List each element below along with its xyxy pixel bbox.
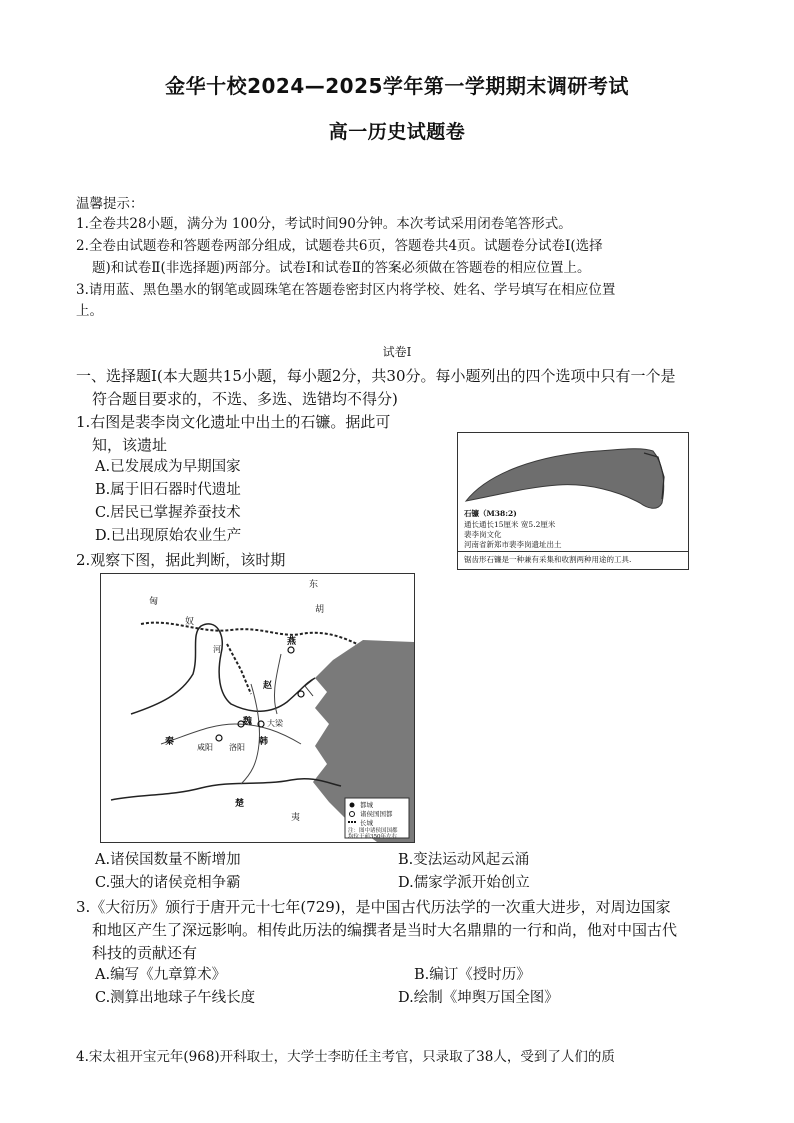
q3-option-c: C.测算出地球子午线长度 bbox=[95, 990, 256, 1006]
map-label-xiongnu-2: 奴 bbox=[185, 617, 195, 627]
map-label-xianyang: 咸阳 bbox=[197, 743, 213, 752]
map-label-luoyang: 洛阳 bbox=[229, 743, 245, 752]
q1-option-a: A.已发展成为早期国家 bbox=[95, 459, 241, 475]
notice-line-5: 上。 bbox=[76, 303, 103, 319]
map-label-yan: 燕 bbox=[287, 637, 297, 647]
map-label-daliang: 大梁 bbox=[267, 719, 283, 728]
section-instruction-2: 符合题目要求的，不选、多选、选错均不得分) bbox=[92, 390, 398, 408]
caption-note: 锯齿形石镰是一种兼有采集和收割两种用途的工具. bbox=[464, 555, 632, 564]
warring-states-map bbox=[100, 573, 415, 843]
notice-line-1: 1.全卷共28小题，满分为 100分，考试时间90分钟。本次考试采用闭卷笔答形式。 bbox=[76, 216, 572, 232]
q1-option-b: B.属于旧石器时代遗址 bbox=[95, 482, 241, 498]
caption-size: 通长通长15厘米 宽5.2厘米 bbox=[464, 520, 556, 529]
q3-option-b: B.编订《授时历》 bbox=[414, 967, 531, 983]
map-label-river: 河 bbox=[213, 645, 221, 654]
q3-stem-1: 3.《大衍历》颁行于唐开元十七年(729)，是中国古代历法学的一次重大进步，对周边国家 bbox=[76, 898, 671, 916]
map-label-zhao: 赵 bbox=[263, 681, 273, 691]
q4-stem-1: 4.宋太祖开宝元年(968)开科取士，大学士李昉任主考官，只录取了38人，受到了人们的质 bbox=[76, 1049, 615, 1065]
map-label-yi: 夷 bbox=[291, 813, 301, 823]
notice-line-2: 2.全卷由试题卷和答题卷两部分组成，试题卷共6页，答题卷共4页。试题卷分试卷Ⅰ(选择 bbox=[76, 238, 603, 254]
q1-stem-2: 知，该遗址 bbox=[92, 436, 168, 454]
caption-divider bbox=[458, 551, 688, 552]
q1-option-c: C.居民已掌握养蚕技术 bbox=[95, 505, 241, 521]
q1-option-d: D.已出现原始农业生产 bbox=[95, 528, 242, 544]
q1-stem-1: 1.右图是裴李岗文化遗址中出土的石镰。据此可 bbox=[76, 413, 391, 431]
q3-stem-3: 科技的贡献还有 bbox=[92, 944, 198, 962]
legend-note-1: 注：图中诸侯国国都 bbox=[348, 828, 398, 834]
legend-wall: 长城 bbox=[360, 819, 373, 827]
notice-heading: 温馨提示： bbox=[76, 196, 144, 212]
map-label-xiongnu-1: 匈 bbox=[149, 597, 159, 607]
map-label-hu: 胡 bbox=[315, 605, 325, 615]
legend-capital: 都城 bbox=[360, 801, 373, 809]
legend-state-capital: 诸侯国国都 bbox=[360, 810, 393, 818]
map-label-east: 东 bbox=[309, 580, 319, 590]
q3-option-a: A.编写《九章算术》 bbox=[95, 967, 227, 983]
q2-option-a: A.诸侯国数量不断增加 bbox=[95, 852, 241, 868]
section-label: 试卷Ⅰ bbox=[382, 345, 412, 359]
sickle-figure bbox=[457, 432, 689, 570]
map-label-wei: 魏 bbox=[243, 717, 253, 727]
caption-site: 河南省新郑市裴李岗遗址出土 bbox=[464, 540, 562, 549]
page-title: 金华十校2024—2025学年第一学期期末调研考试 bbox=[165, 74, 629, 98]
caption-title: 石镰（M38:2) bbox=[464, 509, 517, 518]
page-subtitle: 高一历史试题卷 bbox=[328, 121, 466, 143]
notice-line-3: 题)和试卷Ⅱ(非选择题)两部分。试卷Ⅰ和试卷Ⅱ的答案必须做在答题卷的相应位置上。 bbox=[92, 260, 591, 276]
notice-line-4: 3.请用蓝、黑色墨水的钢笔或圆珠笔在答题卷密封区内将学校、姓名、学号填写在相应位置 bbox=[76, 282, 616, 298]
q2-stem: 2.观察下图，据此判断，该时期 bbox=[76, 551, 286, 569]
legend-note-2: 均位于前350年左右 bbox=[348, 834, 397, 840]
q2-option-d: D.儒家学派开始创立 bbox=[398, 875, 530, 891]
q2-option-c: C.强大的诸侯竞相争霸 bbox=[95, 875, 241, 891]
section-instruction-1: 一、选择题Ⅰ(本大题共15小题，每小题2分，共30分。每小题列出的四个选项中只有一个是 bbox=[76, 367, 676, 385]
q2-option-b: B.变法运动风起云涌 bbox=[398, 852, 530, 868]
map-label-han: 韩 bbox=[259, 737, 269, 747]
q3-stem-2: 和地区产生了深远影响。相传此历法的编撰者是当时大名鼎鼎的一行和尚，他对中国古代 bbox=[92, 921, 678, 939]
map-label-chu: 楚 bbox=[235, 799, 245, 809]
q3-option-d: D.绘制《坤舆万国全图》 bbox=[398, 990, 559, 1006]
caption-culture: 裴李岗文化 bbox=[464, 530, 502, 539]
map-label-qin: 秦 bbox=[165, 737, 175, 747]
